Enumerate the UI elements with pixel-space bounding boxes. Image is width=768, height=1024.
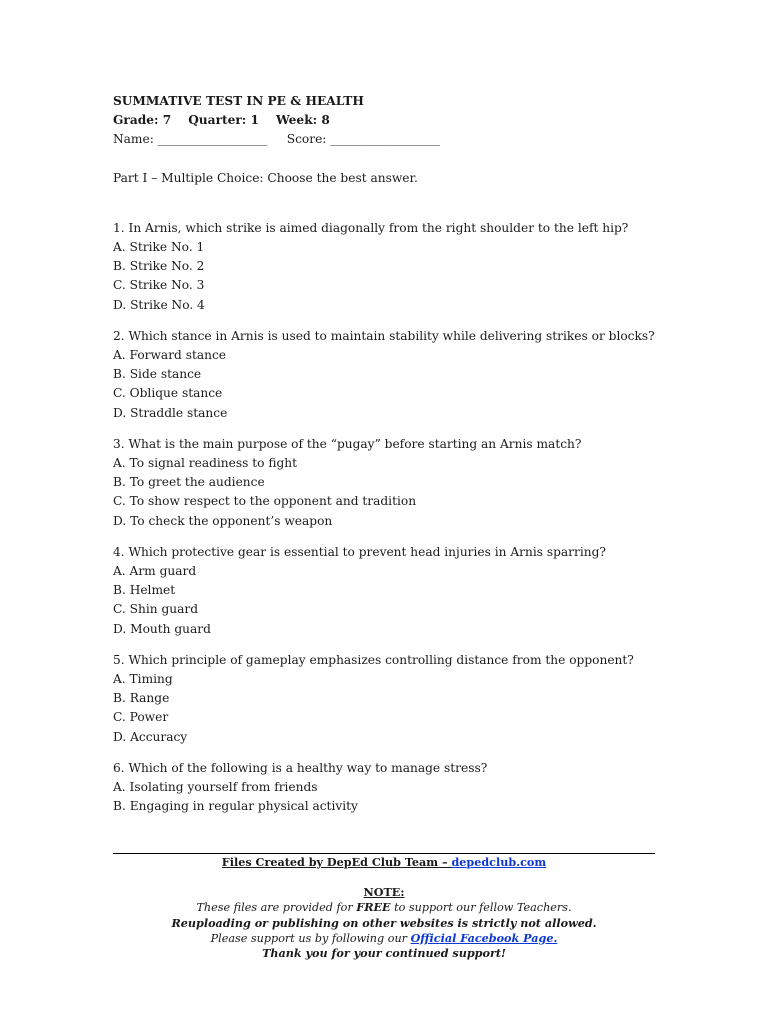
- question-3: [113, 435, 658, 531]
- document-title: SUMMATIVE TEST IN PE & HEALTH: [113, 94, 364, 108]
- page-footer: [113, 853, 655, 961]
- question-text: 5. Which principle of gameplay emphasizes controlling distance from the opponent?: [113, 652, 634, 667]
- line1-bold: FREE: [356, 900, 391, 915]
- footer-line-3: [113, 931, 655, 946]
- line3-pre: Please support us by following our: [210, 931, 411, 945]
- option-a: A. Timing: [113, 672, 173, 687]
- option-d: D. Strike No. 4: [113, 297, 205, 312]
- question-4: [113, 543, 658, 639]
- option-c: C. To show respect to the opponent and tradition: [113, 494, 417, 509]
- line1-pre: These files are provided for: [196, 901, 357, 915]
- option-d: D. Mouth guard: [113, 621, 211, 636]
- facebook-page-link[interactable]: Official Facebook Page.: [410, 930, 558, 945]
- option-b: B. Strike No. 2: [113, 259, 205, 274]
- depedclub-link[interactable]: depedclub.com: [451, 855, 547, 869]
- question-text: 3. What is the main purpose of the “pugay” before starting an Arnis match?: [113, 436, 582, 451]
- option-c: C. Oblique stance: [113, 386, 223, 401]
- option-a: A. Forward stance: [113, 348, 227, 363]
- footer-credit: [113, 855, 655, 870]
- line1-post: to support our fellow Teachers.: [390, 901, 572, 915]
- footer-line-2: Reuploading or publishing on other websites is strictly not allowed.: [171, 915, 597, 930]
- footer-spacer: [113, 870, 655, 885]
- question-5: [113, 651, 658, 747]
- question-6: [113, 759, 658, 817]
- option-d: D. Accuracy: [113, 729, 188, 744]
- option-b: B. Range: [113, 691, 170, 706]
- question-1: [113, 219, 658, 315]
- option-c: C. Power: [113, 710, 169, 725]
- footer-line-1: [113, 900, 655, 915]
- option-a: A. Isolating yourself from friends: [113, 780, 318, 795]
- option-b: B. Helmet: [113, 583, 176, 598]
- question-text: 1. In Arnis, which strike is aimed diagonally from the right shoulder to the left hip?: [113, 220, 629, 235]
- question-text: 2. Which stance in Arnis is used to maintain stability while delivering strikes or blocks?: [113, 328, 655, 343]
- option-a: A. To signal readiness to fight: [113, 456, 298, 471]
- option-b: B. Engaging in regular physical activity: [113, 799, 358, 814]
- question-text: 4. Which protective gear is essential to prevent head injuries in Arnis sparring?: [113, 544, 606, 559]
- option-d: D. Straddle stance: [113, 405, 228, 420]
- test-document: [113, 92, 658, 817]
- option-a: A. Arm guard: [113, 564, 197, 579]
- part-instructions: Part I – Multiple Choice: Choose the best answer.: [113, 170, 418, 185]
- footer-line-4: Thank you for your continued support!: [262, 946, 506, 961]
- name-score-line: Name: __________________ Score: __________________: [113, 132, 440, 147]
- option-b: B. To greet the audience: [113, 475, 265, 490]
- option-c: C. Strike No. 3: [113, 278, 205, 293]
- credit-text: Files Created by DepEd Club Team –: [221, 855, 452, 869]
- question-text: 6. Which of the following is a healthy way to manage stress?: [113, 760, 488, 775]
- option-c: C. Shin guard: [113, 602, 199, 617]
- question-2: [113, 327, 658, 423]
- grade-quarter-week: Grade: 7 Quarter: 1 Week: 8: [113, 113, 330, 128]
- option-d: D. To check the opponent’s weapon: [113, 513, 333, 528]
- option-a: A. Strike No. 1: [113, 240, 205, 255]
- option-b: B. Side stance: [113, 367, 202, 382]
- note-heading: NOTE:: [363, 885, 405, 900]
